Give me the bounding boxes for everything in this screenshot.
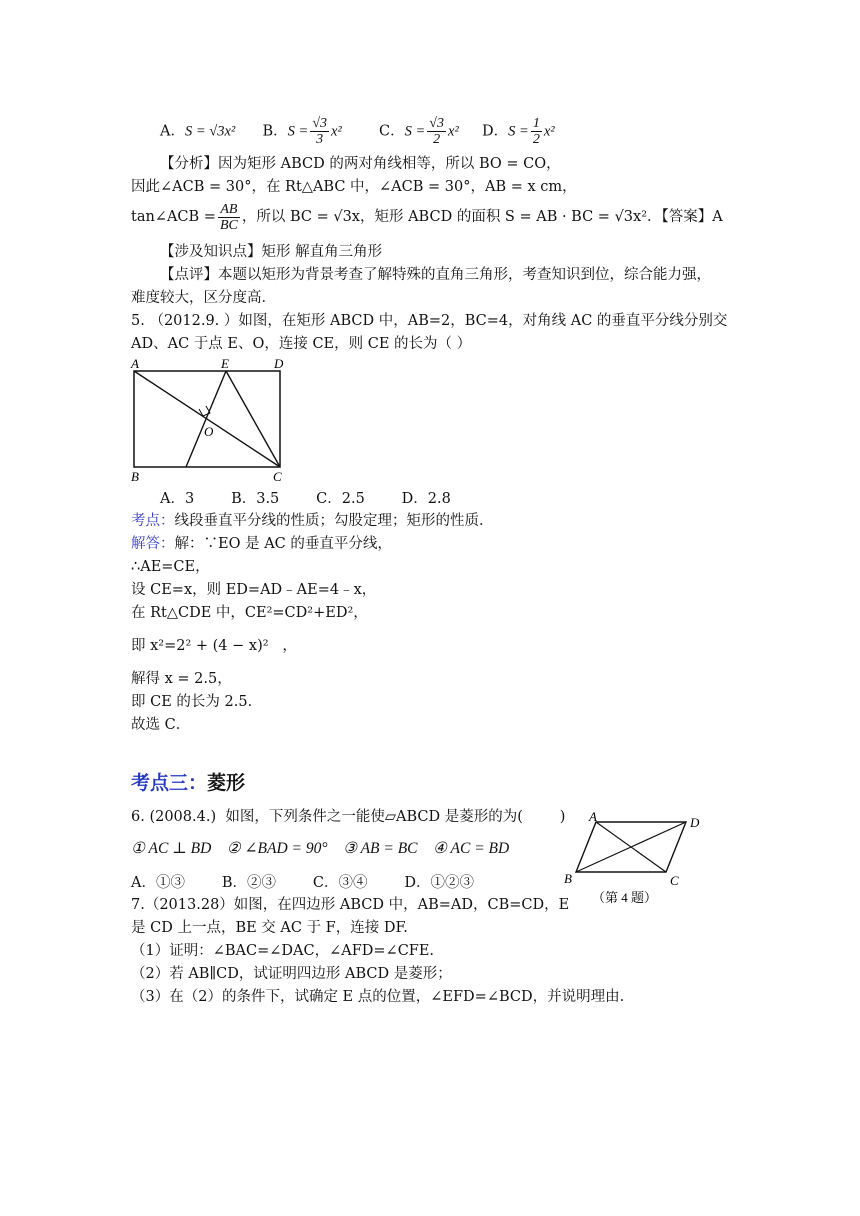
q5-stem-line2: AD、AC 于点 E、O，连接 CE，则 CE 的长为（ ） bbox=[131, 336, 472, 352]
q4-analysis-line3 bbox=[131, 200, 723, 234]
q6-label-d: D bbox=[690, 815, 700, 830]
q4-option-b-left: S = bbox=[287, 123, 309, 140]
q4-analysis-line1: 【分析】因为矩形 ABCD 的两对角线相等，所以 BO = CO， bbox=[160, 156, 561, 172]
q4-option-b-frac bbox=[310, 116, 329, 147]
q7-part-2: （2）若 AB∥CD，试证明四边形 ABCD 是菱形； bbox=[131, 966, 452, 982]
q5-step-5: 解得 x = 2.5， bbox=[131, 671, 232, 687]
q4-option-b-right: x² bbox=[331, 123, 342, 140]
q5-options: A．3 B．3.5 C．2.5 D．2.8 bbox=[160, 491, 451, 507]
q4-option-c-left: S = bbox=[404, 123, 426, 140]
q6-stem: 6. (2008.4.) 如图，下列条件之一能使▱ABCD 是菱形的为( ) bbox=[131, 809, 566, 825]
q4-option-d-left: S = bbox=[508, 123, 529, 140]
q5-step-3: 在 Rt△CDE 中，CE²=CD²+ED²， bbox=[131, 605, 368, 621]
q5-step-1: ∴AE=CE， bbox=[131, 559, 210, 575]
q4-option-d-frac bbox=[531, 116, 542, 147]
q5-step-7: 故选 C． bbox=[131, 717, 191, 733]
q5-label-a: A bbox=[131, 356, 139, 371]
q4-option-d-label: D． bbox=[482, 123, 509, 140]
q4-option-c-frac bbox=[427, 116, 446, 147]
q7-part-3: （3）在（2）的条件下，试确定 E 点的位置，∠EFD=∠BCD，并说明理由. bbox=[131, 989, 625, 1005]
q5-step-6: 即 CE 的长为 2.5． bbox=[131, 694, 263, 710]
q4-option-c-num: √3 bbox=[429, 116, 444, 131]
q4-option-b-num: √3 bbox=[312, 116, 327, 131]
q5-step-4: 即 x²=2² + (4 − x)² ， bbox=[131, 638, 297, 654]
section-heading-title: 菱形 bbox=[207, 772, 246, 794]
q5-segment-ce bbox=[226, 371, 280, 467]
q5-label-b: B bbox=[131, 469, 139, 484]
q7-stem-line2: 是 CD 上一点，BE 交 AC 于 F，连接 DF. bbox=[131, 920, 408, 936]
q6-parallelogram-figure bbox=[560, 808, 710, 910]
q4-option-c-den: 2 bbox=[433, 132, 441, 147]
q4-comment-line1: 【点评】本题以矩形为背景考查了解特殊的直角三角形，考查知识到位，综合能力强， bbox=[160, 267, 711, 283]
q5-label-c: C bbox=[273, 469, 282, 484]
q5-label-e: E bbox=[221, 356, 229, 371]
q4-option-d-right: x² bbox=[543, 123, 555, 140]
q5-jieda-text: 解：∵EO 是 AC 的垂直平分线， bbox=[174, 536, 392, 552]
q4-tan-right: ，所以 BC = √3x，矩形 ABCD 的面积 S = AB · BC = √3x²．【答案】A bbox=[241, 209, 723, 225]
section-heading bbox=[131, 768, 245, 795]
q7-stem-line1: 7.（2013.28）如图，在四边形 ABCD 中，AB=AD，CB=CD，E bbox=[131, 897, 570, 913]
q6-conditions: ① AC ⊥ BD ② ∠BAD = 90° ③ AB = BC ④ AC = BD bbox=[131, 840, 510, 857]
q5-perp-bisector bbox=[186, 371, 226, 467]
q6-label-c: C bbox=[670, 873, 679, 888]
q5-step-2: 设 CE=x，则 ED=AD﹣AE=4﹣x， bbox=[131, 582, 377, 598]
q4-option-b-label: B． bbox=[262, 123, 288, 140]
q5-kaodian-text: 线段垂直平分线的性质；勾股定理；矩形的性质． bbox=[174, 513, 494, 529]
q6-options: A．①③ B．②③ C．③④ D．①②③ bbox=[131, 875, 474, 891]
q4-option-d-num: 1 bbox=[532, 116, 540, 131]
q4-comment-line2: 难度较大，区分度高． bbox=[131, 290, 276, 306]
q6-label-b: B bbox=[564, 871, 572, 886]
q4-tan-left: tan∠ACB = bbox=[131, 209, 216, 225]
q5-label-d: D bbox=[274, 356, 284, 371]
q4-option-b-den: 3 bbox=[316, 132, 324, 147]
section-heading-prefix: 考点三： bbox=[131, 772, 208, 794]
q5-diagonal-ac bbox=[134, 371, 280, 467]
q7-part-1: （1）证明：∠BAC=∠DAC，∠AFD=∠CFE. bbox=[131, 943, 435, 959]
q6-label-a: A bbox=[589, 809, 597, 824]
q4-option-a-label: A． bbox=[160, 123, 185, 140]
q5-rectangle-figure bbox=[128, 354, 298, 484]
q4-option-d-den: 2 bbox=[532, 132, 540, 147]
q4-tan-den: BC bbox=[219, 217, 238, 233]
q4-option-a-expr: S = √3x² bbox=[184, 123, 236, 140]
q5-kaodian bbox=[131, 512, 494, 530]
q4-options bbox=[160, 116, 555, 146]
q5-jieda-label: 解答： bbox=[131, 536, 175, 552]
q5-label-o: O bbox=[204, 424, 214, 439]
q5-kaodian-label: 考点： bbox=[131, 513, 175, 529]
q5-stem-line1: 5. （2012.9. ）如图，在矩形 ABCD 中，AB=2，BC=4，对角线 AC 的垂直平分线分别交 bbox=[131, 313, 728, 329]
q4-analysis-line2: 因此∠ACB = 30°，在 Rt△ABC 中，∠ACB = 30°，AB = x cm， bbox=[131, 179, 577, 195]
q6-caption: （第 4 题） bbox=[592, 890, 658, 905]
q4-option-c-label: C． bbox=[379, 123, 405, 140]
q4-tan-num: AB bbox=[218, 202, 240, 218]
q4-tan-frac bbox=[218, 202, 240, 233]
q4-knowledge: 【涉及知识点】矩形 解直角三角形 bbox=[160, 244, 383, 260]
q5-jieda bbox=[131, 535, 392, 553]
q4-option-c-right: x² bbox=[447, 123, 459, 140]
